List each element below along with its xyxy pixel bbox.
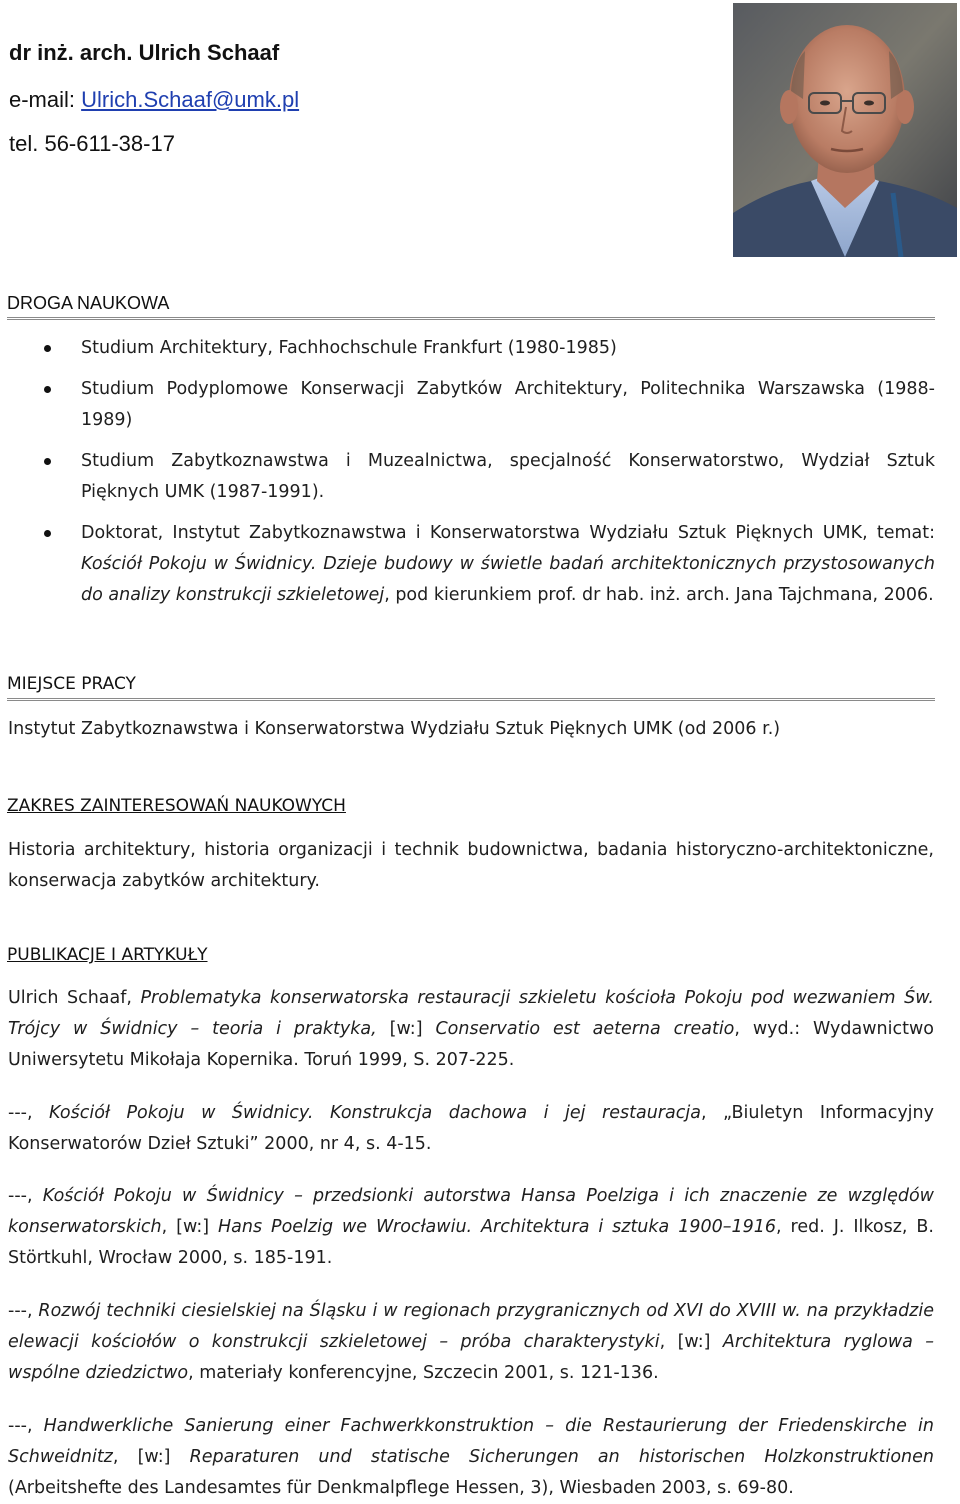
publication-entry: ---, Rozwój techniki ciesielskiej na Śląsku i w regionach przygranicznych od XVI do XVIII w. na przykładzie elewacji kościołów o konstrukcji szkieletowej – próba charakterystyki, [w:] Architektura ryglowa – wspólne dziedzictwo, materiały konferencyjne, Szczecin 2001, s. 121-136. (8, 1301, 934, 1383)
interests-text: Historia architektury, historia organizacji i technik budownictwa, badania historyczno-architektoniczne, konserwacja zabytków architektury. (8, 840, 934, 891)
list-item: Studium Podyplomowe Konserwacji Zabytków Architektury, Politechnika Warszawska (1988-1989) (0, 374, 935, 436)
section-heading-workplace: MIEJSCE PRACY (7, 672, 935, 701)
bullet-icon (44, 458, 51, 465)
list-item: Studium Architektury, Fachhochschule Frankfurt (1980-1985) (0, 333, 935, 364)
section-heading-career: DROGA NAUKOWA (7, 291, 935, 320)
publication-entry: ---, Kościół Pokoju w Świdnicy – przedsionki autorstwa Hansa Poelziga i ich znaczenie ze względów konserwatorskich, [w:] Hans Poelzig we Wrocławiu. Architektura i sztuka 1900–1916, red. J. Ilkosz, B. Störtkuhl, Wrocław 2000, s. 185-191. (8, 1186, 934, 1268)
list-item: Studium Zabytkoznawstwa i Muzealnictwa, specjalność Konserwatorstwo, Wydział Sztuk Pięknych UMK (1987-1991). (0, 446, 935, 508)
portrait-photo (733, 3, 957, 257)
publication-entry: ---, Handwerkliche Sanierung einer Fachwerkkonstruktion – die Restaurierung der Friedenskirche in Schweidnitz, [w:] Reparaturen und statische Sicherungen an historischen Holzkonstruktionen (Arbeitshefte des Landesamtes für Denkmalpflege Hessen, 3), Wiesbaden 2003, s. 69-80. (8, 1416, 934, 1498)
section-heading-interests: ZAKRES ZAINTERESOWAŃ NAUKOWYCH (7, 796, 346, 816)
bullet-icon (44, 345, 51, 352)
workplace-text: Instytut Zabytkoznawstwa i Konserwatorstwa Wydziału Sztuk Pięknych UMK (od 2006 r.) (8, 719, 781, 739)
bullet-icon (44, 530, 51, 537)
section-heading-publications: PUBLIKACJE I ARTYKUŁY (7, 945, 208, 965)
email-label: e-mail: (9, 87, 82, 112)
person-name: dr inż. arch. Ulrich Schaaf (9, 40, 280, 65)
bullet-icon (44, 386, 51, 393)
email-line (9, 86, 299, 114)
phone-line: tel. 56-611-38-17 (9, 131, 175, 156)
publication-entry: ---, Kościół Pokoju w Świdnicy. Konstrukcja dachowa i jej restauracja, „Biuletyn Informacyjny Konserwatorów Dzieł Sztuki” 2000, nr 4, s. 4-15. (8, 1103, 934, 1154)
education-list (0, 333, 935, 611)
email-link[interactable]: Ulrich.Schaaf@umk.pl (81, 87, 300, 112)
publication-entry: Ulrich Schaaf, Problematyka konserwatorska restauracji szkieletu kościoła Pokoju pod wezwaniem Św. Trójcy w Świdnicy – teoria i praktyka, [w:] Conservatio est aeterna creatio, wyd.: Wydawnictwo Uniwersytetu Mikołaja Kopernika. Toruń 1999, S. 207-225. (8, 988, 934, 1070)
list-item: Doktorat, Instytut Zabytkoznawstwa i Konserwatorstwa Wydziału Sztuk Pięknych UMK, temat: Kościół Pokoju w Świdnicy. Dzieje budowy w świetle badań architektonicznych przystosowanych do analizy konstrukcji szkieletowej, pod kierunkiem prof. dr hab. inż. arch. Jana Tajchmana, 2006. (0, 518, 935, 611)
